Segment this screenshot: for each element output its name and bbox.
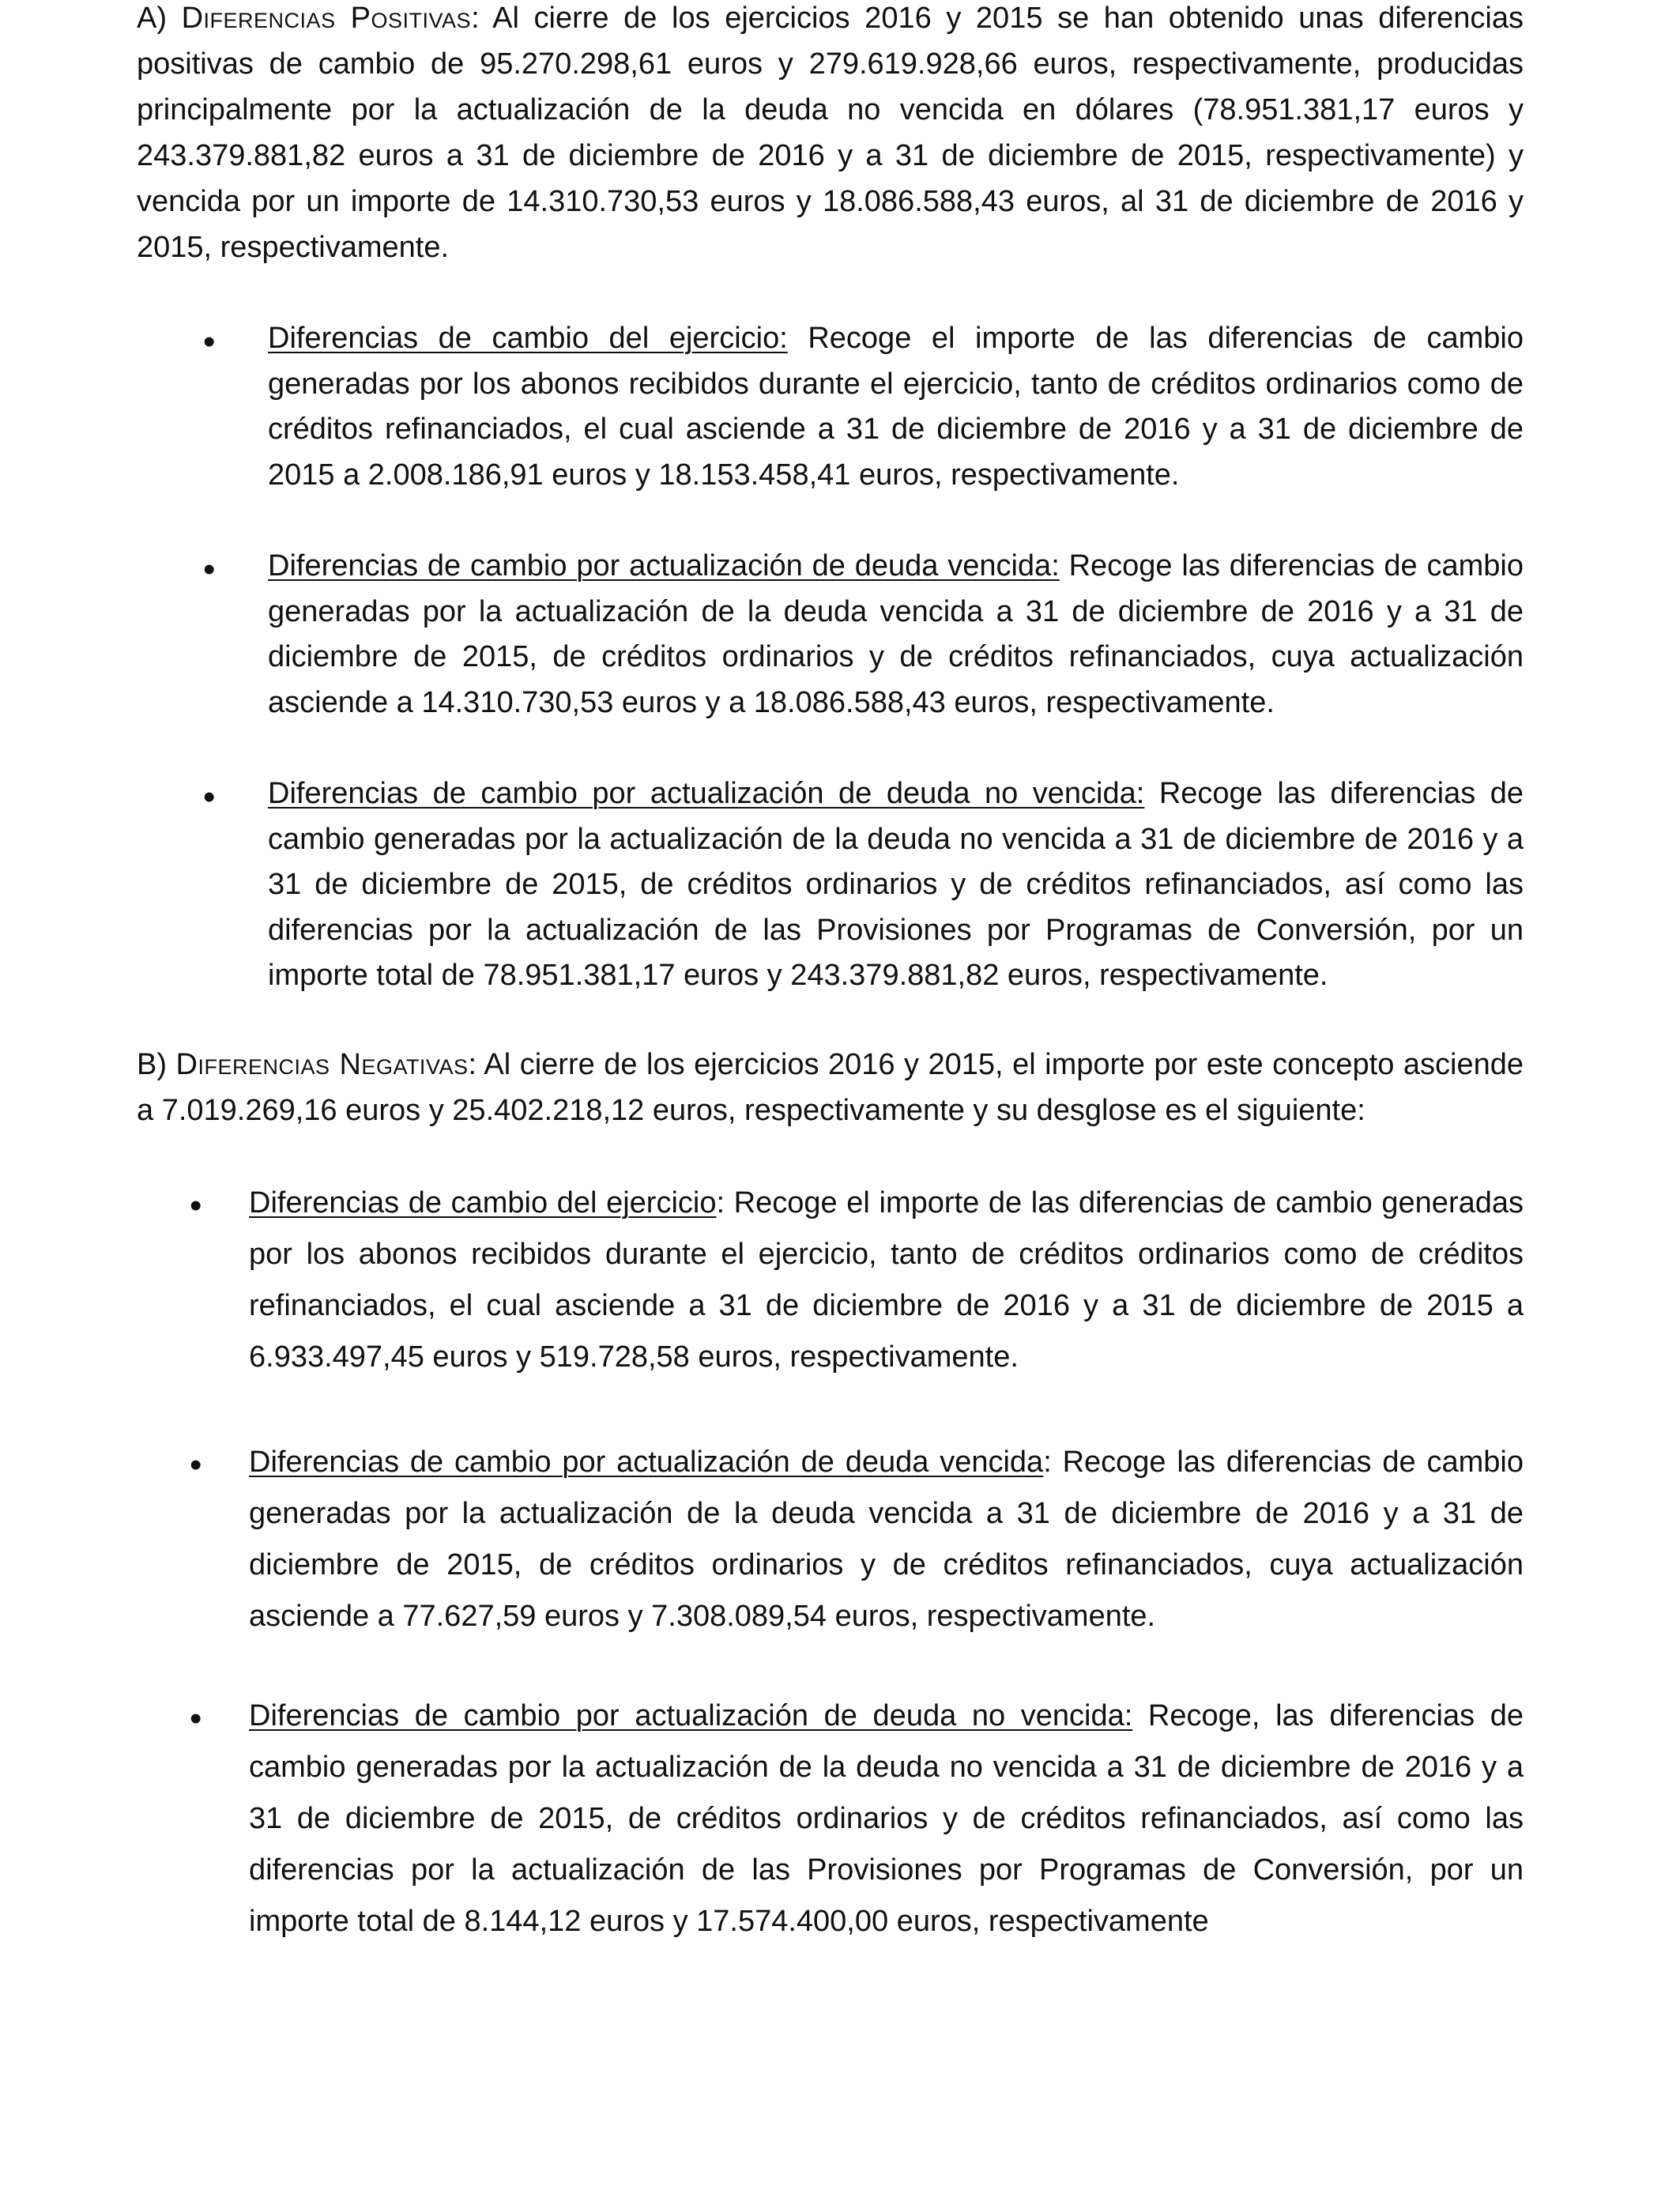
bullet-icon: • [190,1699,202,1738]
section-b-item-1 [249,1178,1524,1383]
section-b-item-2 [249,1437,1524,1642]
section-a-label: Diferencias Positivas [181,2,472,35]
bullet-icon: • [203,550,216,589]
section-b-prefix: B) [137,1048,176,1081]
section-b-paragraph [137,1042,1524,1133]
section-a-item-1-text: Recoge el importe de las diferencias de cambio generadas por los abonos recibidos durante el ejercicio, tanto de créditos ordinarios como de créditos refinanciados, el cual asciende a 31 de diciembre de 2016 y a 31 de diciembre de 2015 a 2.008.186,91 euros y 18.153.458,41 euros, respectivamente. [268,322,1524,492]
section-b-item-1-text: : Recoge el importe de las diferencias de cambio generadas por los abonos recibidos durante el ejercicio, tanto de créditos ordinarios como de créditos refinanciados, el cual asciende a 31 de diciembre de 2016 y a 31 de diciembre de 2015 a 6.933.497,45 euros y 519.728,58 euros, respectivamente. [249,1186,1524,1374]
section-a-paragraph [137,0,1524,270]
section-a-body: : Al cierre de los ejercicios 2016 y 2015 se han obtenido unas diferencias positivas de cambio de 95.270.298,61 euros y 279.619.928,66 euros, respectivamente, producidas principalmente por la actualización de la deuda no vencida en dólares (78.951.381,17 euros y 243.379.881,82 euros a 31 de diciembre de 2016 y a 31 de diciembre de 2015, respectivamente) y vencida por un importe de 14.310.730,53 euros y 18.086.588,43 euros, al 31 de diciembre de 2016 y 2015, respectivamente. [137,2,1524,264]
section-a-item-2 [268,544,1524,726]
section-a-item-1 [268,316,1524,498]
section-b-item-3 [249,1691,1524,1947]
section-a-item-3 [268,771,1524,999]
bullet-icon: • [203,778,216,816]
section-a-item-3-title: Diferencias de cambio por actualización de deuda no vencida: [268,777,1145,810]
section-a-item-2-text: Recoge las diferencias de cambio generadas por la actualización de la deuda vencida a 31 de diciembre de 2016 y a 31 de diciembre de 2015, de créditos ordinarios y de créditos refinanciados, cuya actualización asciende a 14.310.730,53 euros y a 18.086.588,43 euros, respectivamente. [268,549,1524,719]
section-a-item-1-title: Diferencias de cambio del ejercicio: [268,322,788,355]
section-b-item-3-title: Diferencias de cambio por actualización de deuda no vencida: [249,1699,1133,1732]
section-b-item-3-text: Recoge, las diferencias de cambio generadas por la actualización de la deuda no vencida a 31 de diciembre de 2016 y a 31 de diciembre de 2015, de créditos ordinarios y de créditos refinanciados, así como las diferencias por la actualización de las Provisiones por Programas de Conversión, por un importe total de 8.144,12 euros y 17.574.400,00 euros, respectivamente [249,1699,1524,1938]
bullet-icon: • [203,322,216,361]
section-a-item-2-title: Diferencias de cambio por actualización de deuda vencida: [268,549,1060,582]
section-b-item-2-title: Diferencias de cambio por actualización de deuda vencida [249,1446,1044,1479]
section-a-item-3-text: Recoge las diferencias de cambio generadas por la actualización de la deuda no vencida a 31 de diciembre de 2016 y a 31 de diciembre de 2015, de créditos ordinarios y de créditos refinanciados, así como las diferencias por la actualización de las Provisiones por Programas de Conversión, por un importe total de 78.951.381,17 euros y 243.379.881,82 euros, respectivamente. [268,777,1524,992]
section-b-body: : Al cierre de los ejercicios 2016 y 2015, el importe por este concepto asciende a 7.019.269,16 euros y 25.402.218,12 euros, respectivamente y su desglose es el siguiente: [137,1048,1524,1127]
section-b-item-1-title: Diferencias de cambio del ejercicio [249,1186,717,1220]
bullet-icon: • [190,1186,202,1225]
section-b-label: Diferencias Negativas [175,1048,469,1081]
section-b-item-2-text: : Recoge las diferencias de cambio generadas por la actualización de la deuda vencida a 31 de diciembre de 2016 y a 31 de diciembre de 2015, de créditos ordinarios y de créditos refinanciados, cuya actualización asciende a 77.627,59 euros y 7.308.089,54 euros, respectivamente. [249,1446,1524,1633]
section-a-prefix: A) [137,2,182,35]
bullet-icon: • [190,1446,202,1484]
